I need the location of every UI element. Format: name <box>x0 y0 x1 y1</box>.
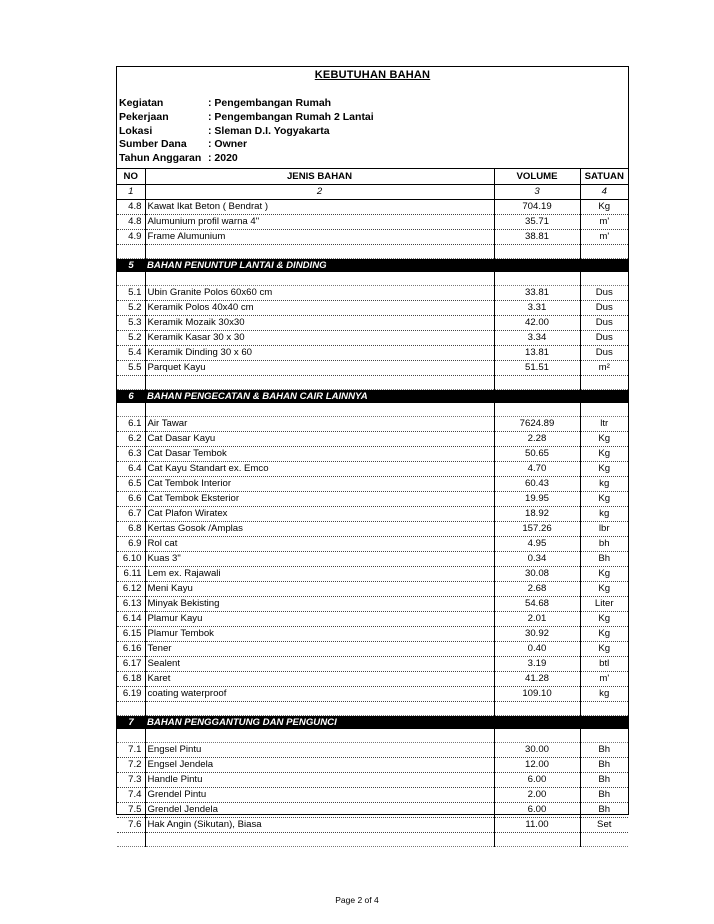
table-row <box>117 612 628 627</box>
item-unit: m' <box>580 215 628 230</box>
blank-row <box>117 833 628 847</box>
table-row <box>117 492 628 507</box>
item-name: Keramik Mozaik 30x30 <box>145 316 494 331</box>
table-row <box>117 672 628 687</box>
item-volume: 33.81 <box>494 286 580 301</box>
table-row <box>117 215 628 230</box>
table-row <box>117 432 628 447</box>
item-number: 7.4 <box>117 788 145 803</box>
column-number: 2 <box>145 185 494 200</box>
blank-cell <box>494 245 580 259</box>
item-volume: 12.00 <box>494 758 580 773</box>
table-row <box>117 447 628 462</box>
item-volume: 2.68 <box>494 582 580 597</box>
table-row <box>117 627 628 642</box>
item-name: Frame Alumunium <box>145 230 494 245</box>
item-number: 6.2 <box>117 432 145 447</box>
material-table <box>117 168 628 847</box>
item-volume: 54.68 <box>494 597 580 612</box>
table-row <box>117 477 628 492</box>
item-unit: Liter <box>580 597 628 612</box>
item-volume: 7624.89 <box>494 417 580 432</box>
item-unit: m' <box>580 230 628 245</box>
item-unit: Kg <box>580 447 628 462</box>
blank-cell <box>117 833 145 847</box>
blank-cell <box>494 729 580 743</box>
blank-cell <box>145 376 494 390</box>
item-unit: Kg <box>580 582 628 597</box>
blank-cell <box>117 376 145 390</box>
item-volume: 60.43 <box>494 477 580 492</box>
table-row <box>117 552 628 567</box>
blank-cell <box>145 729 494 743</box>
item-name: Hak Angin (Sikutan), Biasa <box>145 818 494 833</box>
info-value: : Pengembangan Rumah <box>208 97 332 109</box>
col-header-no: NO <box>117 169 145 185</box>
item-unit: Kg <box>580 492 628 507</box>
blank-cell <box>145 403 494 417</box>
item-volume: 6.00 <box>494 773 580 788</box>
item-unit: m' <box>580 672 628 687</box>
item-number: 6.9 <box>117 537 145 552</box>
section-header-row <box>117 390 628 404</box>
document-title: KEBUTUHAN BAHAN <box>314 69 431 81</box>
blank-cell <box>117 729 145 743</box>
item-volume: 51.51 <box>494 361 580 376</box>
item-unit: Dus <box>580 316 628 331</box>
column-number: 4 <box>580 185 628 200</box>
blank-row <box>117 702 628 716</box>
item-name: Parquet Kayu <box>145 361 494 376</box>
col-header-jenis: JENIS BAHAN <box>145 169 494 185</box>
blank-cell <box>580 403 628 417</box>
column-number: 3 <box>494 185 580 200</box>
item-volume: 13.81 <box>494 346 580 361</box>
item-number: 6.19 <box>117 687 145 702</box>
item-volume: 3.31 <box>494 301 580 316</box>
item-name: Kertas Gosok /Amplas <box>145 522 494 537</box>
info-key: Kegiatan <box>119 97 164 109</box>
item-volume: 704.19 <box>494 200 580 215</box>
info-row <box>119 111 374 125</box>
item-volume: 4.70 <box>494 462 580 477</box>
item-volume: 157.26 <box>494 522 580 537</box>
table-row <box>117 462 628 477</box>
item-number: 5.1 <box>117 286 145 301</box>
item-name: Plamur Kayu <box>145 612 494 627</box>
item-number: 5.3 <box>117 316 145 331</box>
blank-cell <box>117 403 145 417</box>
item-volume: 0.40 <box>494 642 580 657</box>
section-number: 5 <box>117 259 145 273</box>
blank-cell <box>145 245 494 259</box>
item-number: 5.2 <box>117 301 145 316</box>
blank-cell <box>580 245 628 259</box>
info-key: Sumber Dana <box>119 138 187 151</box>
item-unit: Dus <box>580 286 628 301</box>
document-sheet <box>116 66 629 830</box>
item-volume: 30.00 <box>494 743 580 758</box>
item-volume: 109.10 <box>494 687 580 702</box>
item-number: 5.2 <box>117 331 145 346</box>
item-volume: 41.28 <box>494 672 580 687</box>
table-row <box>117 316 628 331</box>
item-name: Air Tawar <box>145 417 494 432</box>
section-header-row <box>117 716 628 730</box>
blank-row <box>117 272 628 286</box>
item-number: 6.4 <box>117 462 145 477</box>
item-unit: Kg <box>580 627 628 642</box>
item-name: Keramik Dinding 30 x 60 <box>145 346 494 361</box>
item-name: Engsel Pintu <box>145 743 494 758</box>
item-number: 7.6 <box>117 818 145 833</box>
item-unit: Set <box>580 818 628 833</box>
section-number: 6 <box>117 390 145 404</box>
project-info <box>119 97 374 166</box>
item-number: 6.1 <box>117 417 145 432</box>
item-name: coating waterproof <box>145 687 494 702</box>
blank-row <box>117 403 628 417</box>
info-row <box>119 125 374 139</box>
item-volume: 50.65 <box>494 447 580 462</box>
page-number: Page 2 of 4 <box>335 895 379 905</box>
blank-cell <box>117 702 145 716</box>
item-volume: 4.95 <box>494 537 580 552</box>
table-row <box>117 582 628 597</box>
table-row <box>117 537 628 552</box>
item-unit: m² <box>580 361 628 376</box>
item-name: Plamur Tembok <box>145 627 494 642</box>
blank-cell <box>494 833 580 847</box>
blank-cell <box>580 272 628 286</box>
item-volume: 2.00 <box>494 788 580 803</box>
item-unit: kg <box>580 687 628 702</box>
item-unit: Kg <box>580 432 628 447</box>
table-row <box>117 346 628 361</box>
item-volume: 30.08 <box>494 567 580 582</box>
item-unit: Bh <box>580 788 628 803</box>
item-number: 6.10 <box>117 552 145 567</box>
item-number: 6.12 <box>117 582 145 597</box>
blank-cell <box>580 833 628 847</box>
item-unit: Bh <box>580 758 628 773</box>
item-volume: 3.34 <box>494 331 580 346</box>
item-number: 6.11 <box>117 567 145 582</box>
blank-cell <box>580 729 628 743</box>
blank-cell <box>145 702 494 716</box>
item-unit: Kg <box>580 462 628 477</box>
col-header-satuan: SATUAN <box>580 169 628 185</box>
item-name: Tener <box>145 642 494 657</box>
blank-cell <box>580 702 628 716</box>
table-row <box>117 230 628 245</box>
item-name: Lem ex. Rajawali <box>145 567 494 582</box>
blank-cell <box>494 702 580 716</box>
item-volume: 30.92 <box>494 627 580 642</box>
table-row <box>117 743 628 758</box>
blank-cell <box>580 376 628 390</box>
item-volume: 19.95 <box>494 492 580 507</box>
table-row <box>117 773 628 788</box>
item-unit: Kg <box>580 642 628 657</box>
item-unit: bh <box>580 537 628 552</box>
item-number: 6.14 <box>117 612 145 627</box>
item-number: 6.8 <box>117 522 145 537</box>
item-name: Cat Plafon Wiratex <box>145 507 494 522</box>
blank-cell <box>494 403 580 417</box>
table-row <box>117 286 628 301</box>
info-value: : Pengembangan Rumah 2 Lantai <box>208 110 374 123</box>
info-row <box>119 138 374 152</box>
blank-row <box>117 245 628 259</box>
blank-row <box>117 729 628 743</box>
item-name: Cat Tembok Eksterior <box>145 492 494 507</box>
blank-cell <box>117 272 145 286</box>
item-unit: Dus <box>580 301 628 316</box>
item-unit: Kg <box>580 612 628 627</box>
item-number: 7.2 <box>117 758 145 773</box>
item-name: Kawat Ikat Beton ( Bendrat ) <box>145 200 494 215</box>
item-volume: 6.00 <box>494 803 580 818</box>
item-name: Rol cat <box>145 537 494 552</box>
item-unit: kg <box>580 477 628 492</box>
blank-cell <box>494 272 580 286</box>
item-name: Karet <box>145 672 494 687</box>
item-unit: Bh <box>580 743 628 758</box>
item-number: 6.15 <box>117 627 145 642</box>
section-title: BAHAN PENGGANTUNG DAN PENGUNCI <box>145 716 628 730</box>
table-row <box>117 803 628 818</box>
item-volume: 18.92 <box>494 507 580 522</box>
table-row <box>117 522 628 537</box>
blank-cell <box>117 245 145 259</box>
item-volume: 42.00 <box>494 316 580 331</box>
table-row <box>117 657 628 672</box>
table-row <box>117 687 628 702</box>
info-key: Pekerjaan <box>119 110 169 123</box>
table-row <box>117 597 628 612</box>
info-value: : Sleman D.I. Yogyakarta <box>208 124 330 137</box>
blank-cell <box>145 833 494 847</box>
item-number: 4.8 <box>117 215 145 230</box>
item-unit: lbr <box>580 522 628 537</box>
item-number: 6.7 <box>117 507 145 522</box>
item-number: 7.3 <box>117 773 145 788</box>
table-row <box>117 567 628 582</box>
item-number: 4.8 <box>117 200 145 215</box>
info-value: : 2020 <box>208 152 238 165</box>
item-unit: Dus <box>580 346 628 361</box>
info-value: : Owner <box>208 138 248 151</box>
item-unit: ltr <box>580 417 628 432</box>
item-unit: Bh <box>580 552 628 567</box>
table-row <box>117 788 628 803</box>
item-name: Alumunium profil warna 4" <box>145 215 494 230</box>
item-number: 4.9 <box>117 230 145 245</box>
table-row <box>117 642 628 657</box>
item-unit: Bh <box>580 803 628 818</box>
item-name: Sealent <box>145 657 494 672</box>
table-row <box>117 200 628 215</box>
table-body <box>117 200 628 847</box>
item-number: 6.16 <box>117 642 145 657</box>
item-unit: Dus <box>580 331 628 346</box>
info-row <box>119 152 374 166</box>
table-row <box>117 417 628 432</box>
column-number-row <box>117 185 628 200</box>
col-header-volume: VOLUME <box>494 169 580 185</box>
item-volume: 11.00 <box>494 818 580 833</box>
item-number: 6.5 <box>117 477 145 492</box>
blank-row <box>117 376 628 390</box>
section-title: BAHAN PENUNTUP LANTAI & DINDING <box>145 259 628 273</box>
item-number: 6.3 <box>117 447 145 462</box>
item-name: Meni Kayu <box>145 582 494 597</box>
item-unit: btl <box>580 657 628 672</box>
item-number: 7.5 <box>117 803 145 818</box>
item-number: 6.18 <box>117 672 145 687</box>
item-number: 6.6 <box>117 492 145 507</box>
item-volume: 2.28 <box>494 432 580 447</box>
item-name: Cat Kayu Standart ex. Emco <box>145 462 494 477</box>
column-number: 1 <box>117 185 145 200</box>
section-title: BAHAN PENGECATAN & BAHAN CAIR LAINNYA <box>145 390 628 404</box>
info-row <box>119 97 374 111</box>
info-key: Lokasi <box>119 124 153 137</box>
item-volume: 35.71 <box>494 215 580 230</box>
item-volume: 3.19 <box>494 657 580 672</box>
item-volume: 38.81 <box>494 230 580 245</box>
item-name: Kuas 3" <box>145 552 494 567</box>
item-name: Keramik Kasar 30 x 30 <box>145 331 494 346</box>
item-unit: kg <box>580 507 628 522</box>
blank-cell <box>145 272 494 286</box>
item-unit: Kg <box>580 567 628 582</box>
item-number: 5.4 <box>117 346 145 361</box>
table-row <box>117 758 628 773</box>
item-name: Keramik Polos 40x40 cm <box>145 301 494 316</box>
table-row <box>117 331 628 346</box>
table-row <box>117 301 628 316</box>
blank-cell <box>494 376 580 390</box>
section-number: 7 <box>117 716 145 730</box>
item-name: Ubin Granite Polos 60x60 cm <box>145 286 494 301</box>
item-name: Engsel Jendela <box>145 758 494 773</box>
item-number: 5.5 <box>117 361 145 376</box>
item-name: Cat Tembok Interior <box>145 477 494 492</box>
table-row <box>117 507 628 522</box>
item-unit: Kg <box>580 200 628 215</box>
item-name: Grendel Pintu <box>145 788 494 803</box>
item-name: Minyak Bekisting <box>145 597 494 612</box>
item-unit: Bh <box>580 773 628 788</box>
info-key: Tahun Anggaran <box>119 152 202 165</box>
section-header-row <box>117 259 628 273</box>
item-number: 7.1 <box>117 743 145 758</box>
table-row <box>117 818 628 833</box>
item-number: 6.17 <box>117 657 145 672</box>
table-header-row <box>117 169 628 185</box>
item-volume: 2.01 <box>494 612 580 627</box>
item-volume: 0.34 <box>494 552 580 567</box>
item-name: Grendel Jendela <box>145 803 494 818</box>
item-name: Cat Dasar Kayu <box>145 432 494 447</box>
item-number: 6.13 <box>117 597 145 612</box>
table-row <box>117 361 628 376</box>
item-name: Cat Dasar Tembok <box>145 447 494 462</box>
item-name: Handle Pintu <box>145 773 494 788</box>
